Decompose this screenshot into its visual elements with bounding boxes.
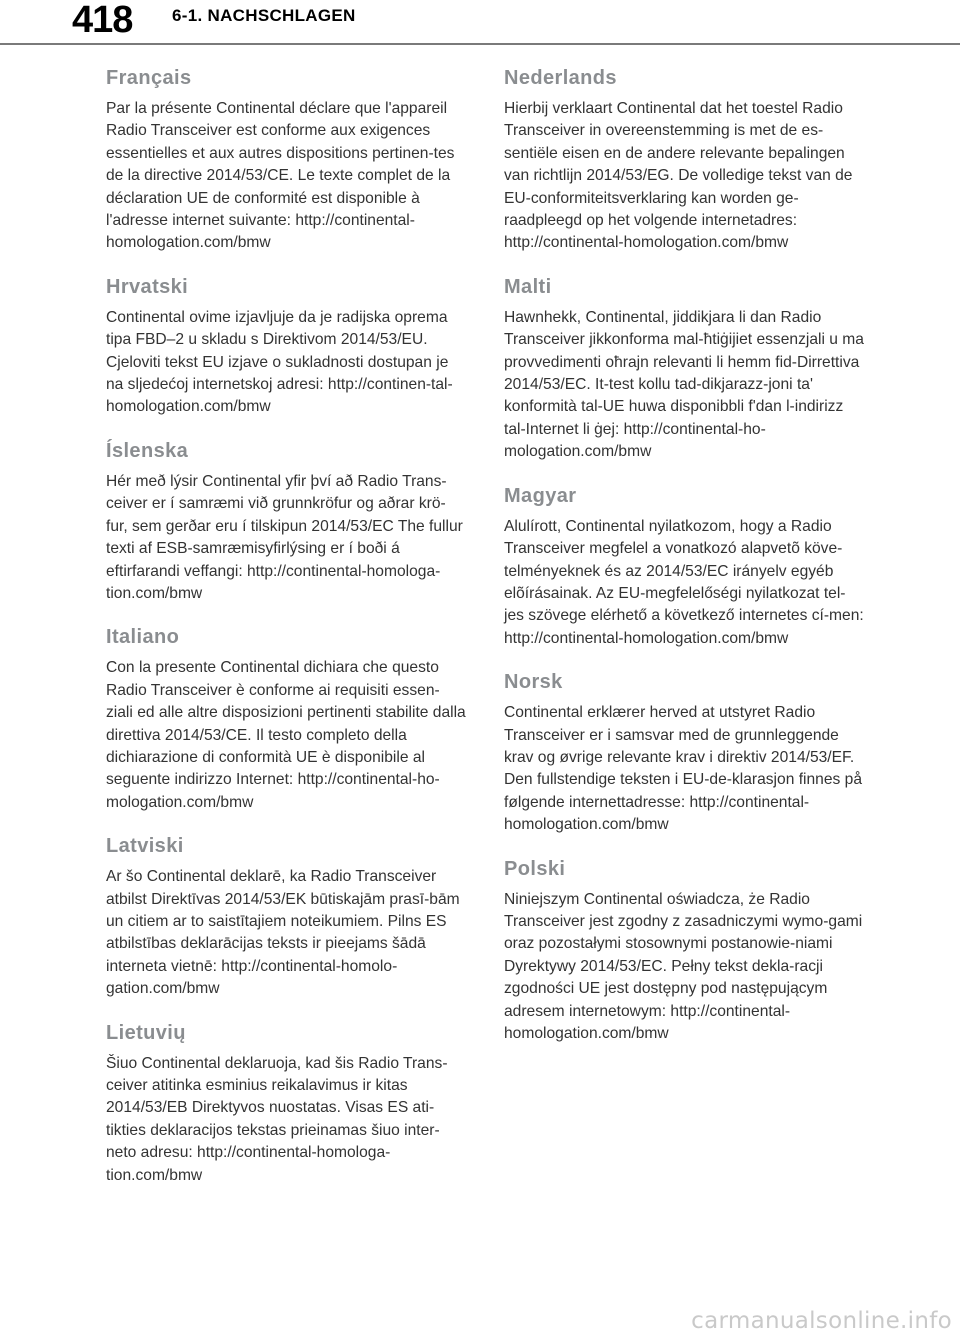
section-text: Continental erklærer herved at utstyret Radio Transceiver er i samsvar med de grunnleggende krav og øvrige relevante krav i direktiv 2014/53/EF. Den fullstendige teksten i EU-de-klarasjon finnes på følgende internettadresse: http://continental-homologation.com/bmw [504, 704, 862, 834]
section-text: Hierbij verklaart Continental dat het toestel Radio Transceiver in overeenstemming is met de es-sentiële eisen en de andere relevante bepalingen van richtlijn 2014/53/EG. De volledige tekst van de EU-conformiteitsverklaring kan worden ge-raadpleegd op het volgende internetadres: http://continental-homologation.com/bmw [504, 100, 853, 252]
section-heading: Latviski [106, 835, 184, 858]
section-heading: Norsk [504, 671, 563, 694]
section-text: Šiuo Continental deklaruoja, kad šis Radio Trans-ceiver atitinka esminius reikalavimus ir kitas 2014/53/EB Direktyvos nuostatas. Visas ES ati-tikties deklaracijos tekstas prieinamas šiuo inter-neto adresu: http://continental-homologa-tion.com/bmw [106, 1054, 448, 1184]
section-text: Niniejszym Continental oświadcza, że Radio Transceiver jest zgodny z zasadniczymi wymo-gami oraz pozostałymi stosownymi postanowie-niami Dyrektywy 2014/53/EC. Pełny tekst dekla-racji zgodności UE jest dostępny pod następującym adresem internetowym: http://continental-homologation.com/bmw [504, 890, 863, 1042]
section-heading: Français [106, 67, 192, 89]
section-text: Continental ovime izjavljuje da je radijska oprema tipa FBD–2 u skladu s Direktivom 2014/53/EU. Cjeloviti tekst EU izjave o sukladnosti dostupan je na sljedećoj internetskoj adresi: http://continen-tal-homologation.com/bmw [106, 308, 453, 416]
watermark: carmanualsonline.info [691, 1308, 952, 1334]
section-heading: Polski [504, 857, 566, 880]
left-column [106, 64, 466, 1205]
page-header [0, 0, 960, 44]
section-heading: Lietuvių [106, 1021, 186, 1044]
section-nederlands [504, 64, 864, 255]
section-heading: Nederlands [504, 67, 617, 89]
section-heading: Íslenska [106, 439, 189, 462]
section-text: Hér með lýsir Continental yfir því að Radio Trans-ceiver er í samræmi við grunnkröfur og aðrar krö-fur, sem gerðar eru í tilskipun 2014/53/EC The fullur texti af ESB-samræmisyfirlýsing er í boði á eftirfarandi veffangi: http://continental-homologa-tion.com/bmw [106, 472, 463, 602]
section-polski [504, 855, 864, 1046]
section-francais [106, 64, 466, 255]
right-column [504, 64, 864, 1063]
section-norsk [504, 668, 864, 836]
section-heading: Magyar [504, 484, 577, 507]
section-text: Ar šo Continental deklarē, ka Radio Transceiver atbilst Direktīvas 2014/53/EK būtiskajām prasī-bām un citiem ar to saistītajiem noteikumiem. Pilns ES atbilstības deklarācijas teksts ir pieejams šādā interneta vietnē: http://continental-homolo-gation.com/bmw [106, 868, 460, 998]
chapter-title: 6-1. NACHSCHLAGEN [172, 6, 356, 25]
section-magyar [504, 482, 864, 650]
section-islenska [106, 437, 466, 605]
section-malti [504, 273, 864, 464]
section-text: Hawnhekk, Continental, jiddikjara li dan Radio Transceiver jikkonforma mal-ħtiġijiet essenzjali u ma provvedimenti oħrajn relevanti li hemm fid-Dirrettiva 2014/53/EC. It-test kollu tad-dikjarazz-joni ta' konformità tal-UE huwa disponibbli f'dan l-indirizz tal-Internet li ġej: http://continental-ho-mologation.com/bmw [504, 308, 864, 461]
section-heading: Hrvatski [106, 275, 189, 298]
page-number: 418 [72, 0, 133, 41]
section-latviski [106, 832, 466, 1000]
header-rule [0, 43, 960, 45]
section-text: Alulírott, Continental nyilatkozom, hogy a Radio Transceiver megfelel a vonatkozó alapvetõ köve-telményeknek és az 2014/53/EC irányelv egyéb elõírásainak. Az EU-megfelelőségi nyilatkozat tel-jes szövege elérhető a következő internetes cí-men: http://continental-homologation.com/bmw [504, 517, 864, 647]
section-italiano [106, 623, 466, 814]
section-text: Par la présente Continental déclare que l'appareil Radio Transceiver est conforme aux exigences essentielles et aux autres dispositions pertinen-tes de la directive 2014/53/CE. Le texte complet de la déclaration UE de conformité est disponible à l'adresse internet suivante: http://continental-homologation.com/bmw [106, 100, 455, 252]
section-hrvatski [106, 273, 466, 419]
section-heading: Malti [504, 275, 552, 298]
section-heading: Italiano [106, 626, 180, 649]
section-lietuviu [106, 1019, 466, 1187]
section-text: Con la presente Continental dichiara che questo Radio Transceiver è conforme ai requisiti essen-ziali ed alle altre disposizioni pertinenti stabilite dalla direttiva 2014/53/CE. Il testo completo della dichiarazione di conformità UE è disponibile al seguente indirizzo Internet: http://continental-ho-mologation.com/bmw [106, 659, 466, 811]
